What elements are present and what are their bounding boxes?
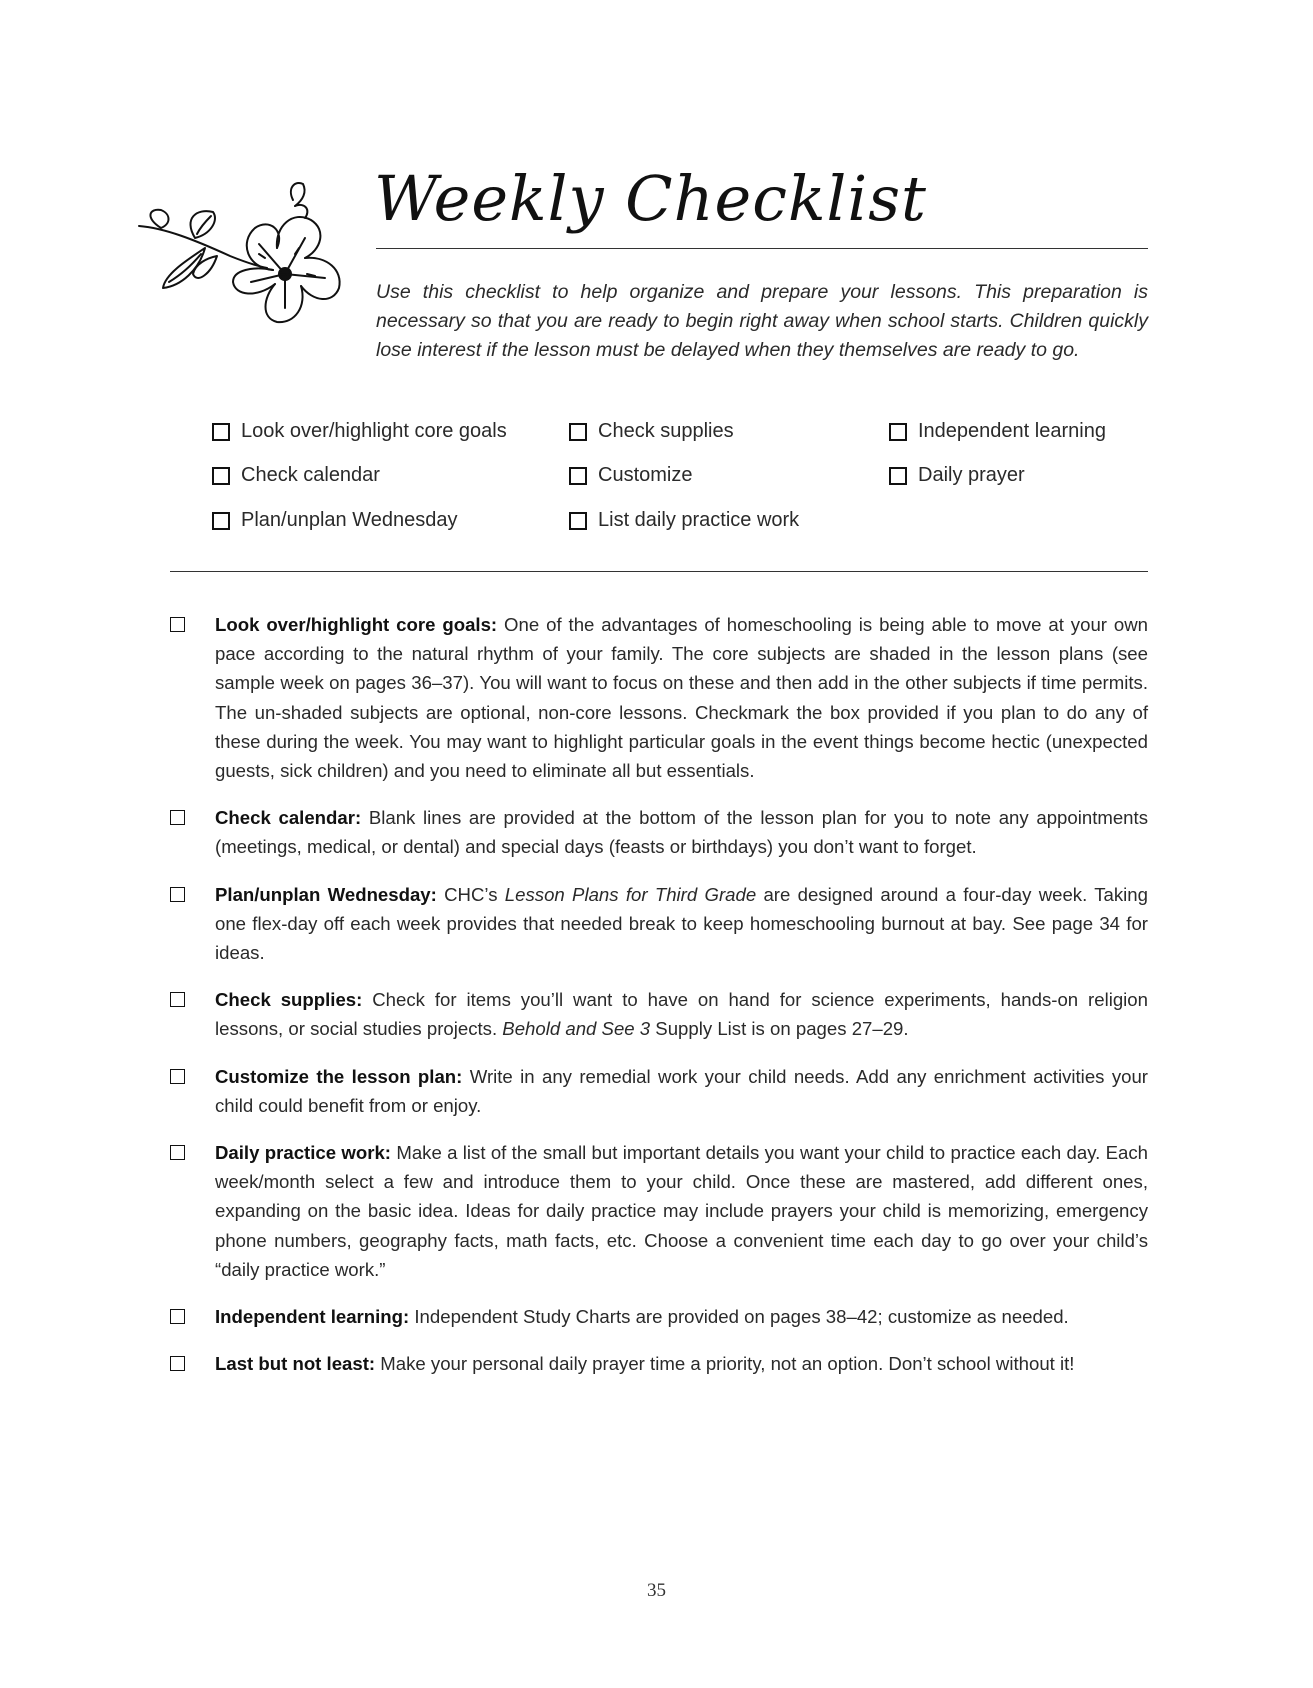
detail-item-last-but-not-least [170, 1349, 1148, 1378]
detail-item-plan-wednesday [170, 880, 1148, 968]
detail-label: Check supplies: [215, 989, 363, 1011]
detail-label: Daily practice work: [215, 1142, 391, 1164]
detail-body: are designed around a four-day week. Taking one flex-day off each week provides that needed break to keep homeschooling burnout at bay. See page 34 for ideas. [215, 883, 1148, 964]
checkbox-icon[interactable] [170, 1069, 185, 1084]
title-underline [376, 248, 1148, 249]
detail-body: Write in any remedial work your child needs. Add any enrichment activities your child could benefit from or enjoy. [215, 1065, 1148, 1116]
detail-text [215, 610, 1148, 785]
checkbox-icon[interactable] [212, 467, 230, 485]
detail-body: Supply List is on pages 27–29. [650, 1018, 909, 1040]
detail-label: Last but not least: [215, 1353, 376, 1375]
quick-item-daily-prayer[interactable] [889, 464, 1025, 487]
detail-text [215, 1062, 1148, 1120]
detail-text [215, 1138, 1148, 1284]
checkbox-icon[interactable] [569, 423, 587, 441]
detail-body: Independent Study Charts are provided on pages 38–42; customize as needed. [409, 1306, 1069, 1328]
checkbox-icon[interactable] [170, 887, 185, 902]
quick-item-daily-practice[interactable] [569, 509, 799, 532]
checkbox-icon[interactable] [170, 1356, 185, 1371]
intro-paragraph: Use this checklist to help organize and prepare your lessons. This preparation is necessary so that you are ready to begin right away when school starts. Children quickly lose interest if the lesson must be delayed when they themselves are ready to go. [376, 281, 1148, 361]
detail-item-check-supplies [170, 985, 1148, 1043]
detail-body: Check for items you’ll want to have on hand for science experiments, hands-on religion lessons, or social studies projects. [215, 989, 1148, 1040]
checkbox-icon[interactable] [170, 1145, 185, 1160]
detail-item-independent-learning [170, 1302, 1148, 1331]
checkbox-icon[interactable] [889, 423, 907, 441]
detail-label: Independent learning: [215, 1306, 410, 1328]
checkbox-icon[interactable] [889, 467, 907, 485]
quick-item-label: Look over/highlight core goals [241, 420, 507, 442]
book-title: Lesson Plans for Third Grade [504, 883, 757, 905]
detail-text [215, 803, 1148, 861]
detail-item-check-calendar [170, 803, 1148, 861]
detail-text [215, 1302, 1148, 1331]
detail-body: One of the advantages of homeschooling is being able to move at your own pace according to the natural rhythm of your family. The core subjects are shaded in the lesson plans (see sample week on pages 36–37). You will want to focus on these and then add in the other subjects if time permits. The un-shaded subjects are optional, non-core lessons. Checkmark the box provided if you plan to do any of these during the week. You may want to highlight particular goals in the event things become hectic (unexpected guests, sick children) and you need to eliminate all but essentials. [215, 614, 1148, 782]
detail-body: Make a list of the small but important details you want your child to practice each day. Each week/month select a few and introduce them to your child. Once these are mastered, add different ones, expanding on the basic idea. Ideas for daily practice may include prayers your child is memorizing, emergency phone numbers, geography facts, math facts, etc. Choose a convenient time each day to go over your child’s “daily practice work.” [215, 1142, 1148, 1280]
quick-item-label: Check calendar [241, 464, 380, 486]
quick-item-plan-wednesday[interactable] [212, 509, 457, 532]
detail-label: Customize the lesson plan: [215, 1065, 463, 1087]
detail-label: Plan/unplan Wednesday: [215, 883, 437, 905]
detail-body: Blank lines are provided at the bottom of the lesson plan for you to note any appointments (meetings, medical, or dental) and special days (feasts or birthdays) you don’t want to forget. [215, 807, 1148, 858]
quick-item-independent-learning[interactable] [889, 420, 1106, 443]
section-divider [170, 571, 1148, 572]
checkbox-icon[interactable] [212, 512, 230, 530]
detail-label: Check calendar: [215, 807, 362, 829]
quick-item-core-goals[interactable] [212, 420, 507, 443]
checkbox-icon[interactable] [170, 617, 185, 632]
checkbox-icon[interactable] [212, 423, 230, 441]
quick-item-check-calendar[interactable] [212, 464, 380, 487]
detail-item-customize [170, 1062, 1148, 1120]
detail-item-daily-practice [170, 1138, 1148, 1284]
quick-item-label: Daily prayer [918, 464, 1025, 486]
detail-body: Make your personal daily prayer time a priority, not an option. Don’t school without it! [375, 1353, 1075, 1375]
page-title: Weekly Checklist [374, 162, 927, 235]
book-title: Behold and See 3 [502, 1018, 651, 1040]
detail-item-core-goals [170, 610, 1148, 785]
detail-text [215, 1349, 1148, 1378]
flower-illustration [135, 178, 350, 328]
quick-item-label: Independent learning [918, 420, 1106, 442]
quick-item-customize[interactable] [569, 464, 692, 487]
quick-item-label: Customize [598, 464, 693, 486]
quick-item-label: List daily practice work [598, 509, 800, 531]
checkbox-icon[interactable] [569, 467, 587, 485]
detail-checklist [170, 610, 1148, 1396]
detail-text [215, 880, 1148, 968]
quick-item-label: Plan/unplan Wednesday [241, 509, 458, 531]
checkbox-icon[interactable] [569, 512, 587, 530]
quick-checklist [212, 420, 1152, 555]
quick-item-label: Check supplies [598, 420, 734, 442]
checkbox-icon[interactable] [170, 992, 185, 1007]
quick-item-check-supplies[interactable] [569, 420, 734, 443]
detail-text [215, 985, 1148, 1043]
page-number: 35 [647, 1580, 666, 1601]
checkbox-icon[interactable] [170, 810, 185, 825]
detail-label: Look over/highlight core goals: [215, 614, 498, 635]
detail-body: CHC’s [436, 883, 505, 905]
checkbox-icon[interactable] [170, 1309, 185, 1324]
